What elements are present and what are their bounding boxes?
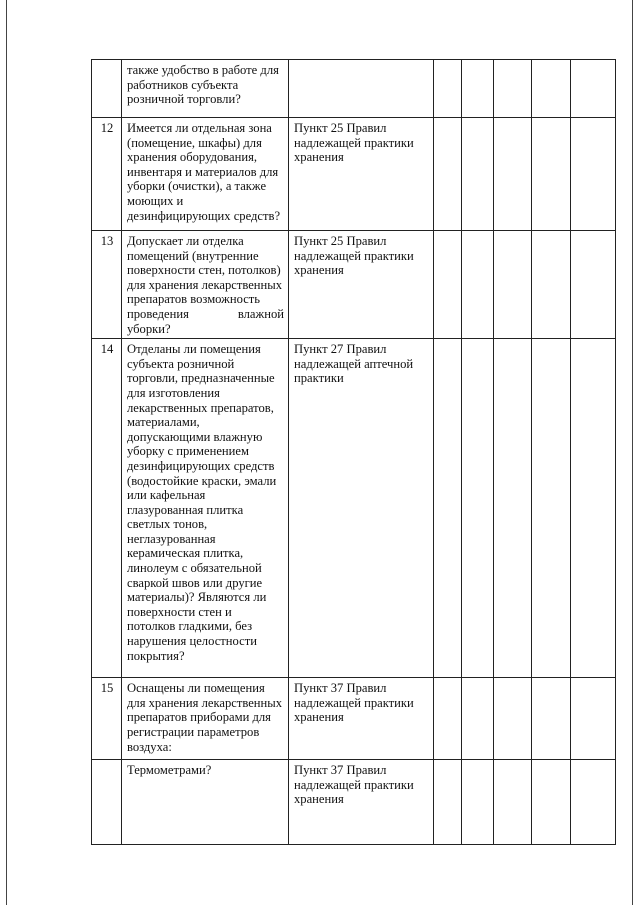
question-line: хранения оборудования, (127, 150, 258, 165)
question-line: сваркой швов или другие (127, 575, 263, 590)
answer-cell-na[interactable] (494, 60, 532, 118)
question-line: глазурованная плитка (127, 502, 244, 517)
question-line: дезинфицирующих средств? (127, 208, 281, 223)
table-row (92, 760, 616, 845)
question-line: (водостойкие краски, эмали (127, 473, 277, 488)
checklist-table (91, 59, 616, 845)
question-line: неглазурованная (127, 531, 216, 546)
answer-cell-no[interactable] (462, 760, 494, 845)
answer-cell-yes[interactable] (434, 760, 462, 845)
answer-cell-na[interactable] (494, 118, 532, 231)
answer-cell-yes[interactable] (434, 678, 462, 760)
answer-cell-yes[interactable] (434, 60, 462, 118)
question-line: воздуха: (127, 739, 172, 754)
row-number: 14 (92, 339, 122, 678)
reference-cell: Пункт 37 Правил надлежащей практики хранения (289, 760, 434, 845)
answer-cell-4[interactable] (532, 339, 571, 678)
question-line: для хранения лекарственных (127, 277, 283, 292)
question-line: материалами, (127, 415, 200, 430)
answer-cell-4[interactable] (532, 760, 571, 845)
question-line: Отделаны ли помещения (127, 342, 261, 357)
question-line: торговли, предназначенные (127, 371, 275, 386)
answer-cell-yes[interactable] (434, 118, 462, 231)
question-line: работников субъекта (127, 77, 239, 92)
notes-cell[interactable] (571, 678, 616, 760)
question-line: регистрации параметров (127, 724, 260, 739)
answer-cell-yes[interactable] (434, 339, 462, 678)
question-line: (помещение, шкафы) для (127, 135, 262, 150)
question-cell (122, 678, 289, 760)
answer-cell-4[interactable] (532, 231, 571, 339)
row-number (92, 760, 122, 845)
question-line: поверхности стен, потолков) (127, 263, 281, 278)
row-number (92, 60, 122, 118)
answer-cell-na[interactable] (494, 760, 532, 845)
answer-cell-4[interactable] (532, 678, 571, 760)
question-line: материалы)? Являются ли (127, 590, 267, 605)
row-number: 12 (92, 118, 122, 231)
question-line: дезинфицирующих средств (127, 458, 275, 473)
question-line: препаратов приборами для (127, 710, 271, 725)
answer-cell-yes[interactable] (434, 231, 462, 339)
question-cell (122, 231, 289, 339)
notes-cell[interactable] (571, 339, 616, 678)
answer-cell-na[interactable] (494, 339, 532, 678)
question-line: линолеум с обязательной (127, 561, 262, 576)
question-line: потолков гладкими, без (127, 619, 253, 634)
table-row (92, 118, 616, 231)
question-line: помещений (внутренние (127, 248, 259, 263)
question-cell (122, 60, 289, 118)
question-line: также удобство в работе для (127, 63, 279, 77)
question-line: розничной торговли? (127, 92, 241, 107)
question-line: поверхности стен и (127, 604, 232, 619)
table-row (92, 231, 616, 339)
table-row (92, 60, 616, 118)
notes-cell[interactable] (571, 60, 616, 118)
table-row (92, 678, 616, 760)
question-line: моющих и (127, 193, 184, 208)
reference-cell: Пункт 37 Правил надлежащей практики хранения (289, 678, 434, 760)
question-cell (122, 118, 289, 231)
question-cell (122, 760, 289, 845)
notes-cell[interactable] (571, 118, 616, 231)
page-edge-left (6, 0, 7, 905)
notes-cell[interactable] (571, 231, 616, 339)
question-line: Термометрами? (127, 763, 212, 778)
row-number: 13 (92, 231, 122, 339)
question-line: препаратов возможность (127, 292, 261, 307)
question-cell (122, 339, 289, 678)
question-line: инвентаря и материалов для (127, 164, 279, 179)
answer-cell-na[interactable] (494, 678, 532, 760)
table-row (92, 339, 616, 678)
question-line: Оснащены ли помещения (127, 681, 265, 696)
answer-cell-no[interactable] (462, 678, 494, 760)
notes-cell[interactable] (571, 760, 616, 845)
answer-cell-no[interactable] (462, 118, 494, 231)
question-line: уборку с применением (127, 444, 249, 459)
reference-cell: Пункт 25 Правил надлежащей практики хранения (289, 118, 434, 231)
question-line: допускающими влажную (127, 429, 263, 444)
answer-cell-4[interactable] (532, 118, 571, 231)
answer-cell-no[interactable] (462, 231, 494, 339)
question-line: субъекта розничной (127, 356, 235, 371)
question-line: покрытия? (127, 648, 185, 663)
reference-cell: Пункт 25 Правил надлежащей практики хранения (289, 231, 434, 339)
question-line: для изготовления (127, 385, 220, 400)
answer-cell-4[interactable] (532, 60, 571, 118)
question-line: или кафельная (127, 488, 206, 503)
question-line: Имеется ли отдельная зона (127, 121, 272, 135)
answer-cell-na[interactable] (494, 231, 532, 339)
page-edge-right (632, 0, 633, 905)
reference-cell (289, 60, 434, 118)
question-line: Допускает ли отделка (127, 234, 244, 248)
question-line: уборки (очистки), а также (127, 179, 267, 194)
answer-cell-no[interactable] (462, 60, 494, 118)
row-number: 15 (92, 678, 122, 760)
question-line: светлых тонов, (127, 517, 208, 532)
question-line: лекарственных препаратов, (127, 400, 274, 415)
answer-cell-no[interactable] (462, 339, 494, 678)
question-line: проведения влажной уборки? (127, 306, 284, 336)
reference-cell: Пункт 27 Правил надлежащей аптечной практики (289, 339, 434, 678)
question-line: нарушения целостности (127, 634, 257, 649)
question-line: керамическая плитка, (127, 546, 244, 561)
question-line: для хранения лекарственных (127, 695, 283, 710)
